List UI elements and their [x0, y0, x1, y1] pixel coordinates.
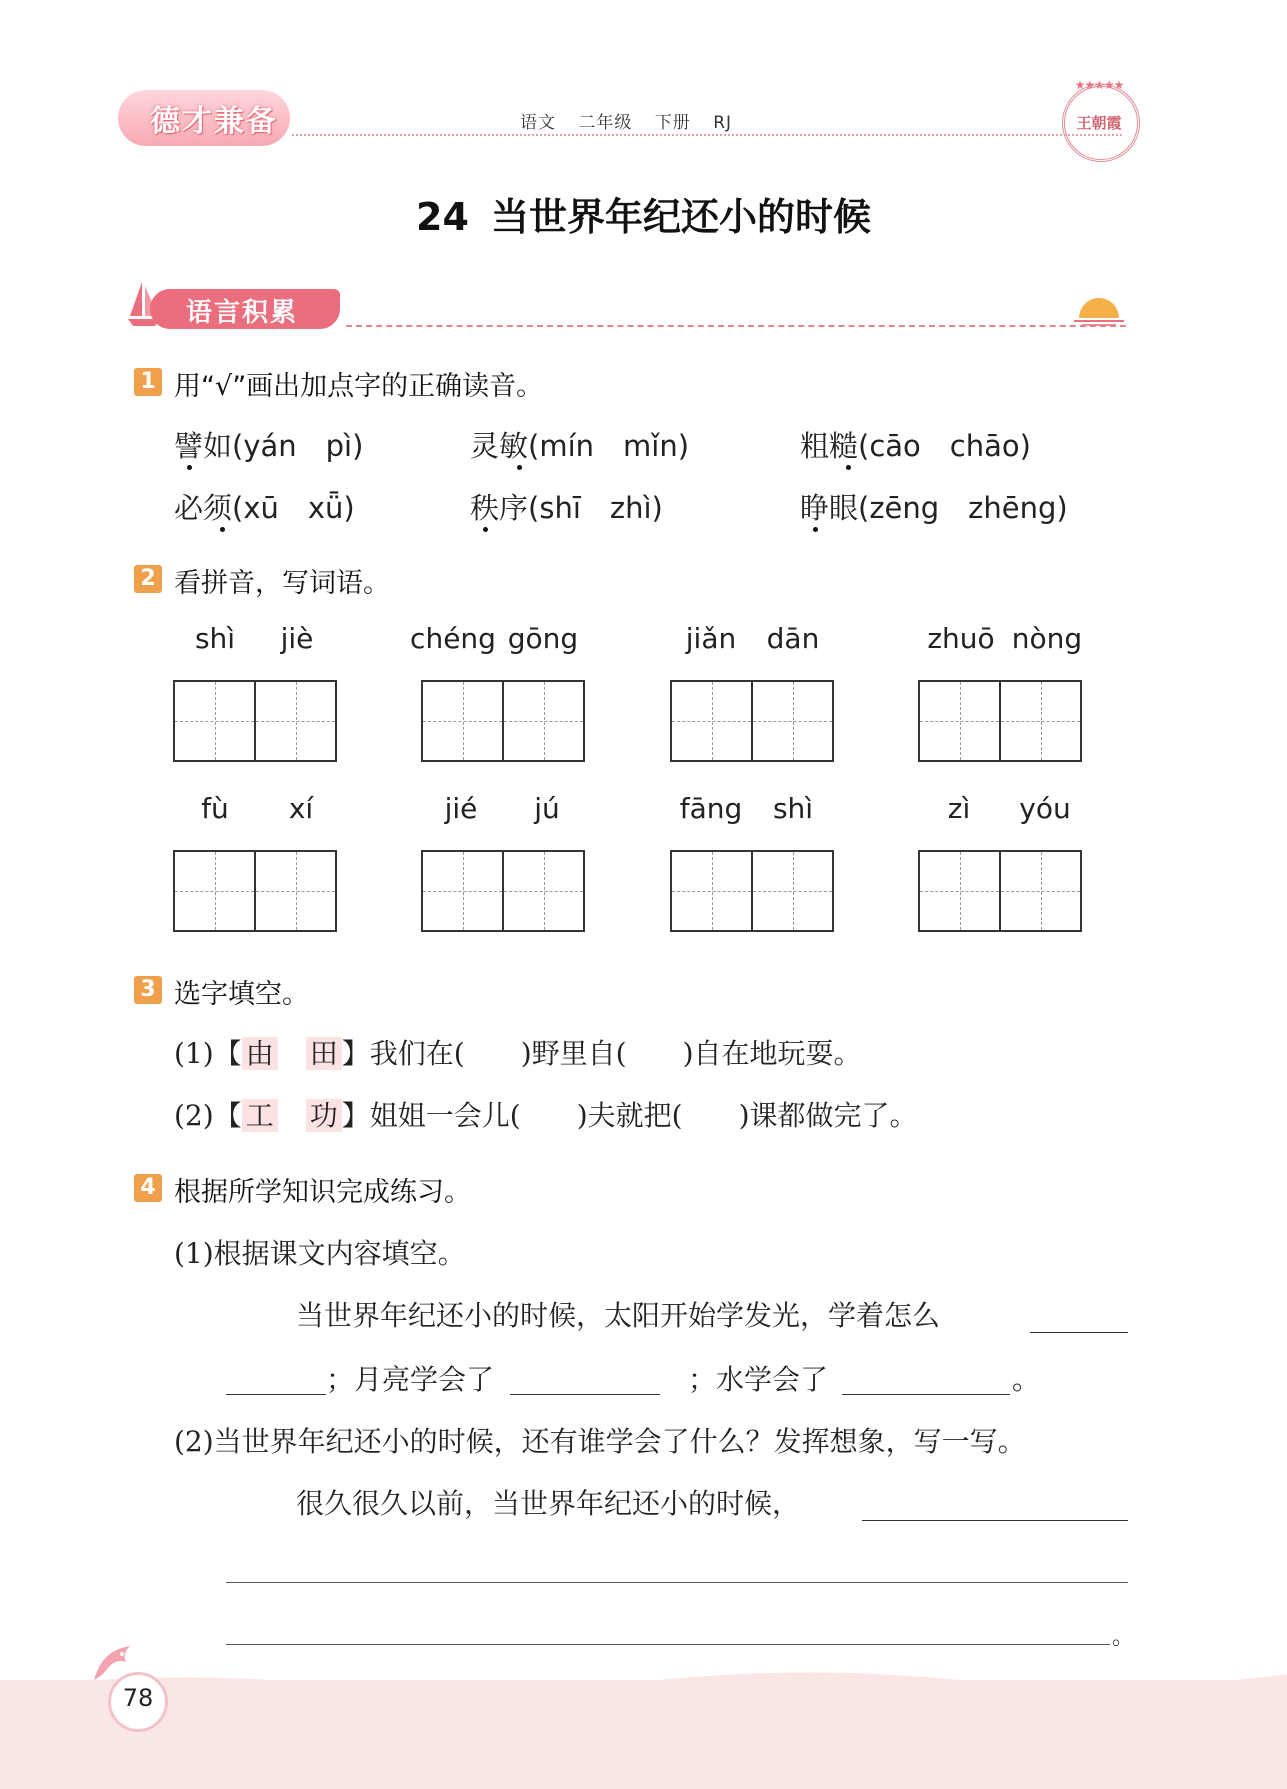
lesson-title: 当世界年纪还小的时候 [490, 195, 871, 239]
pinyin-label: shì [194, 622, 236, 655]
passage-line: ；水学会了 [688, 1363, 829, 1396]
pinyin-label: zhuō [927, 622, 995, 655]
passage-end: 。 [1012, 1363, 1041, 1396]
choice-item[interactable]: 譬如(yán pì) [174, 429, 364, 463]
writing-grid[interactable] [421, 850, 585, 932]
pinyin-label: yóu [1019, 792, 1071, 825]
answer-line[interactable] [226, 1582, 1128, 1583]
pinyin-label: jiè [280, 622, 314, 655]
emphasis-dot [220, 527, 225, 532]
question-text: 根据所学知识完成练习。 [174, 1177, 471, 1208]
pinyin-label: gōng [507, 622, 579, 655]
lesson-number: 24 [416, 195, 469, 239]
char-option[interactable]: 工 [242, 1099, 278, 1132]
logo-text: 德才兼备 [150, 104, 278, 139]
sunset-icon [1074, 298, 1124, 326]
choice-item[interactable]: 睁眼(zēng zhēng) [800, 491, 1068, 525]
pinyin-label: jiǎn [685, 622, 737, 655]
passage-line: 当世界年纪还小的时候，太阳开始学发光，学着怎么 [296, 1299, 941, 1332]
emphasis-dot [483, 527, 488, 532]
passage-line: 很久很久以前，当世界年纪还小的时候， [296, 1487, 801, 1520]
page-title [0, 186, 1287, 241]
answer-blank[interactable] [842, 1364, 1010, 1395]
section-divider [346, 325, 1126, 327]
char-option[interactable]: 功 [306, 1099, 342, 1132]
pinyin-label: jú [534, 792, 560, 825]
answer-blank[interactable] [226, 1364, 326, 1395]
pinyin-label: nòng [1011, 622, 1083, 655]
writing-grid[interactable] [670, 850, 834, 932]
emphasis-dot [187, 465, 192, 470]
writing-grid[interactable] [421, 680, 585, 762]
fill-choice-item[interactable]: (2)【 工 功 】姐姐一会儿( )夫就把( )课都做完了。 [174, 1099, 918, 1132]
writing-grid[interactable] [173, 680, 337, 762]
passage-line: ；月亮学会了 [326, 1363, 495, 1396]
pinyin-label: dān [766, 622, 820, 655]
answer-blank[interactable] [862, 1490, 1128, 1521]
footer-band [0, 1680, 1287, 1789]
writing-grid[interactable] [918, 680, 1082, 762]
writing-grid[interactable] [918, 850, 1082, 932]
edition: RJ [713, 113, 733, 133]
writing-grid[interactable] [173, 850, 337, 932]
pinyin-label: fāng [679, 792, 743, 825]
char-option[interactable]: 田 [306, 1037, 342, 1070]
answer-blank[interactable] [1030, 1302, 1128, 1333]
section-label: 语言积累 [186, 298, 299, 328]
question-number: 3 [134, 976, 162, 1004]
question-number: 1 [134, 368, 162, 396]
question-text: 用“√”画出加点字的正确读音。 [174, 371, 544, 402]
choice-item[interactable]: 秩序(shī zhì) [470, 491, 663, 525]
question-number: 2 [134, 565, 162, 593]
choice-item[interactable]: 必须(xū xǖ) [174, 491, 355, 525]
emphasis-dot [846, 465, 851, 470]
char-option[interactable]: 由 [242, 1037, 278, 1070]
answer-line[interactable] [226, 1644, 1110, 1645]
sub-question: (1)根据课文内容填空。 [174, 1237, 466, 1270]
pinyin-label: zì [947, 792, 971, 825]
seal-text: 王朝霞 [1076, 114, 1122, 132]
choice-item[interactable]: 粗糙(cāo chāo) [800, 429, 1031, 463]
question-text: 看拼音，写词语。 [174, 568, 390, 599]
pinyin-label: shì [772, 792, 814, 825]
writing-grid[interactable] [670, 680, 834, 762]
header-info [520, 108, 748, 133]
pinyin-label: fù [201, 792, 229, 825]
page-number: 78 [122, 1684, 154, 1712]
question-number: 4 [134, 1174, 162, 1202]
header-divider [292, 134, 1122, 136]
seal-stars-icon: ★★★★★ [1074, 78, 1124, 92]
emphasis-dot [813, 527, 818, 532]
choice-item[interactable]: 灵敏(mín mǐn) [470, 429, 690, 463]
pinyin-label: xí [288, 792, 314, 825]
pinyin-label: jié [444, 792, 478, 825]
fill-choice-item[interactable]: (1)【 由 田 】我们在( )野里自( )自在地玩耍。 [174, 1037, 862, 1070]
grade: 二年级 [578, 113, 633, 133]
question-text: 选字填空。 [174, 979, 309, 1010]
passage-end: 。 [1112, 1625, 1135, 1650]
subject: 语文 [520, 113, 556, 133]
term: 下册 [654, 113, 691, 133]
answer-blank[interactable] [510, 1364, 660, 1395]
sub-question: (2)当世界年纪还小的时候，还有谁学会了什么？发挥想象，写一写。 [174, 1425, 1026, 1458]
emphasis-dot [517, 465, 522, 470]
pinyin-label: chéng [410, 622, 496, 655]
